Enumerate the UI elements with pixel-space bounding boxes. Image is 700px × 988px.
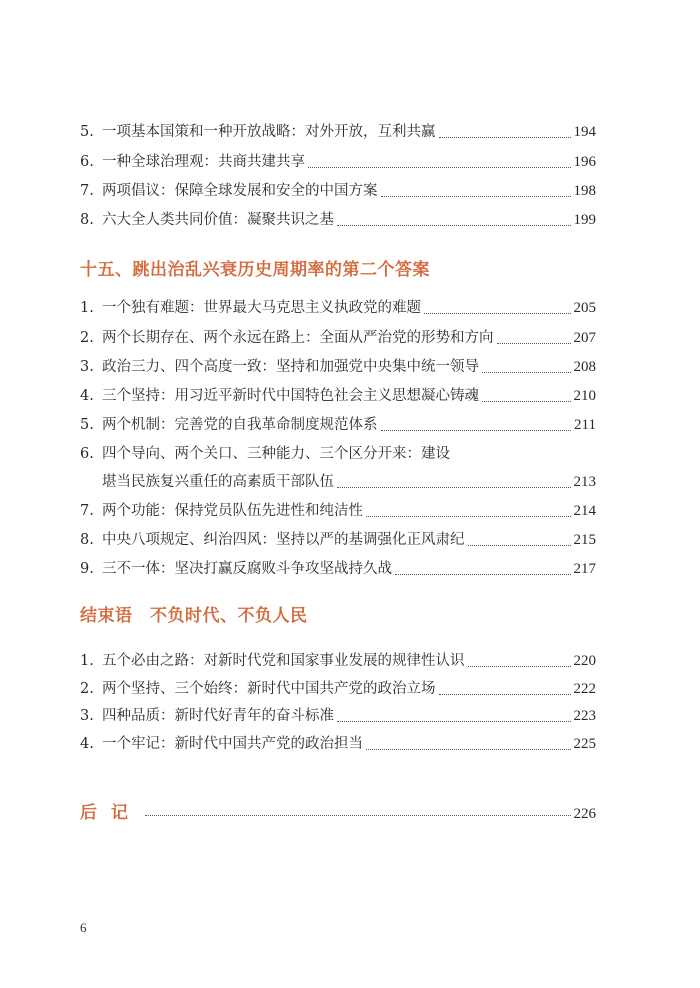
dot-leader	[497, 343, 571, 344]
entry-number: 3.	[80, 359, 94, 375]
entry-number: 4.	[80, 736, 94, 752]
dot-leader	[482, 372, 571, 373]
dot-leader	[337, 487, 571, 488]
toc-entry[interactable]	[80, 559, 596, 579]
entry-number: 1.	[80, 653, 94, 669]
entry-number: 8.	[80, 532, 94, 548]
entry-page-number: 213	[573, 474, 596, 490]
entry-title: 一个独有难题：世界最大马克思主义执政党的难题	[102, 300, 421, 316]
entry-number: 9.	[80, 561, 94, 577]
entry-page-number: 208	[573, 359, 596, 375]
entry-page-number: 196	[573, 154, 596, 170]
dot-leader	[145, 815, 571, 816]
entry-number: 3.	[80, 708, 94, 724]
entry-number: 1.	[80, 300, 94, 316]
dot-leader	[439, 137, 571, 138]
toc-entry-afterword[interactable]	[80, 798, 596, 823]
dot-leader	[395, 574, 571, 575]
toc-entry[interactable]	[80, 706, 596, 726]
entry-page-number: 223	[573, 708, 596, 724]
entry-title: 三个坚持：用习近平新时代中国特色社会主义思想凝心铸魂	[102, 388, 479, 404]
entry-title: 一项基本国策和一种开放战略：对外开放，互利共赢	[102, 124, 436, 140]
dot-leader	[381, 196, 571, 197]
entry-title: 两个坚持、三个始终：新时代中国共产党的政治立场	[102, 681, 436, 697]
dot-leader	[468, 666, 571, 667]
toc-entry[interactable]	[80, 122, 596, 142]
toc-entry[interactable]	[80, 298, 596, 318]
entry-page-number: 205	[573, 300, 596, 316]
dot-leader	[424, 313, 571, 314]
entry-number: 6.	[80, 446, 94, 462]
entry-title: 三不一体：坚决打赢反腐败斗争攻坚战持久战	[102, 561, 392, 577]
entry-title: 两个功能：保持党员队伍先进性和纯洁性	[102, 503, 363, 519]
entry-page-number: 211	[574, 417, 596, 433]
toc-entry[interactable]	[80, 181, 596, 201]
entry-title: 两个机制：完善党的自我革命制度规范体系	[102, 417, 378, 433]
entry-title: 五个必由之路：对新时代党和国家事业发展的规律性认识	[102, 653, 465, 669]
entry-page-number: 207	[573, 330, 596, 346]
entry-page-number: 199	[573, 212, 596, 228]
dot-leader	[482, 401, 571, 402]
dot-leader	[337, 721, 571, 722]
entry-title: 两项倡议：保障全球发展和安全的中国方案	[102, 183, 378, 199]
dot-leader	[366, 749, 571, 750]
entry-page-number: 215	[573, 532, 596, 548]
entry-title: 一种全球治理观：共商共建共享	[102, 154, 305, 170]
entry-number: 4.	[80, 388, 94, 404]
dot-leader	[468, 545, 571, 546]
section-heading[interactable]: 十五、跳出治乱兴衰历史周期率的第二个答案	[80, 260, 430, 280]
entry-page-number: 214	[573, 503, 596, 519]
entry-title: 一个牢记：新时代中国共产党的政治担当	[102, 736, 363, 752]
entry-number: 7.	[80, 183, 94, 199]
entry-page-number: 217	[573, 561, 596, 577]
toc-entry[interactable]	[80, 530, 596, 550]
toc-entry[interactable]	[80, 734, 596, 754]
page-number: 6	[80, 920, 87, 935]
toc-entry[interactable]	[80, 328, 596, 348]
entry-page-number: 226	[573, 806, 596, 822]
entry-title-continued: 堪当民族复兴重任的高素质干部队伍	[102, 474, 334, 490]
entry-number: 5.	[80, 417, 94, 433]
entry-title: 四个导向、两个关口、三种能力、三个区分开来：建设	[102, 446, 450, 462]
entry-number: 2.	[80, 681, 94, 697]
entry-title: 中央八项规定、纠治四风：坚持以严的基调强化正风肃纪	[102, 532, 465, 548]
entry-page-number: 220	[573, 653, 596, 669]
dot-leader	[381, 430, 572, 431]
entry-title: 四种品质：新时代好青年的奋斗标准	[102, 708, 334, 724]
entry-page-number: 222	[573, 681, 596, 697]
toc-entry[interactable]	[80, 472, 596, 492]
entry-number: 5.	[80, 124, 94, 140]
dot-leader	[308, 167, 571, 168]
entry-number: 7.	[80, 503, 94, 519]
entry-page-number: 194	[573, 124, 596, 140]
entry-number: 8.	[80, 212, 94, 228]
entry-number: 2.	[80, 330, 94, 346]
toc-entry[interactable]	[80, 152, 596, 172]
entry-title: 政治三力、四个高度一致：坚持和加强党中央集中统一领导	[102, 359, 479, 375]
toc-entry[interactable]	[80, 210, 596, 230]
entry-page-number: 198	[573, 183, 596, 199]
dot-leader	[439, 694, 571, 695]
toc-entry[interactable]	[80, 357, 596, 377]
toc-entry[interactable]	[80, 386, 596, 406]
afterword-label: 后记	[80, 803, 142, 823]
toc-entry[interactable]	[80, 415, 596, 435]
toc-entry-line-1[interactable]	[80, 444, 450, 464]
toc-entry[interactable]	[80, 651, 596, 671]
entry-page-number: 225	[573, 736, 596, 752]
section-heading[interactable]: 结束语 不负时代、不负人民	[80, 606, 308, 626]
entry-number: 6.	[80, 154, 94, 170]
toc-entry[interactable]	[80, 501, 596, 521]
entry-title: 两个长期存在、两个永远在路上：全面从严治党的形势和方向	[102, 330, 494, 346]
entry-title: 六大全人类共同价值：凝聚共识之基	[102, 212, 334, 228]
entry-page-number: 210	[573, 388, 596, 404]
dot-leader	[366, 516, 571, 517]
toc-entry[interactable]	[80, 679, 596, 699]
dot-leader	[337, 225, 571, 226]
